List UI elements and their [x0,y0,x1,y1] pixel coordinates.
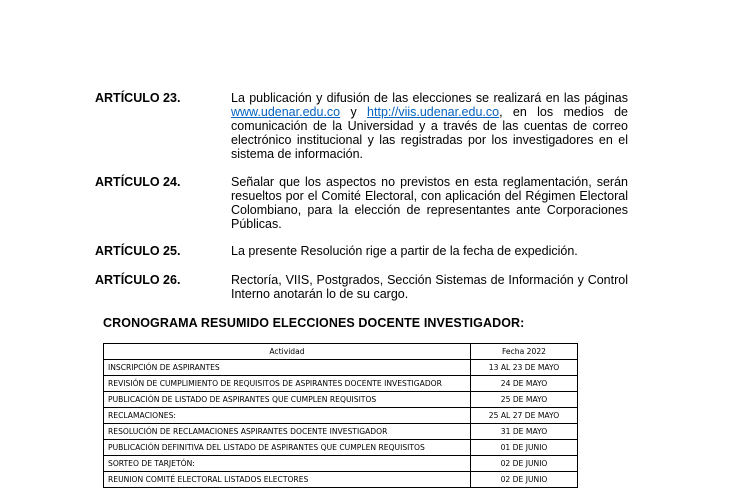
date-cell: 25 DE MAYO [471,392,578,408]
date-header: Fecha 2022 [471,344,578,360]
date-cell: 31 DE MAYO [471,424,578,440]
article-text: Rectoría, VIIS, Postgrados, Sección Sistemas de Información y Control Interno anotarán lo de su cargo. [231,273,628,301]
article-text-part: y [340,105,368,119]
table-row [104,472,578,488]
article-label: ARTÍCULO 23. [95,91,181,105]
table-row [104,392,578,408]
udenar-link[interactable]: www.udenar.edu.co [231,105,341,119]
activity-cell: PUBLICACIÓN DEFINITIVA DEL LISTADO DE ASPIRANTES QUE CUMPLEN REQUISITOS [104,440,471,456]
schedule-table [103,343,578,488]
article-text [231,91,628,161]
article-label: ARTÍCULO 25. [95,244,181,258]
viis-link[interactable]: http://viis.udenar.edu.co [367,105,500,119]
activity-cell: RESOLUCIÓN DE RECLAMACIONES ASPIRANTES DOCENTE INVESTIGADOR [104,424,471,440]
date-cell: 13 AL 23 DE MAYO [471,360,578,376]
table-row [104,440,578,456]
table-row [104,456,578,472]
table-header-row [104,344,578,360]
article-text-part: La publicación y difusión de las elecciones se realizará en las páginas [231,91,628,105]
table-row [104,360,578,376]
date-cell: 02 DE JUNIO [471,456,578,472]
activity-cell: REVISIÓN DE CUMPLIMIENTO DE REQUISITOS DE ASPIRANTES DOCENTE INVESTIGADOR [104,376,471,392]
date-cell: 25 AL 27 DE MAYO [471,408,578,424]
article-text-part: , en los medios de comunicación de la Universidad y a través de las cuentas de correo electrónico institucional y las registradas por los investigadores en el sistema de información. [231,105,628,161]
activity-cell: PUBLICACIÓN DE LISTADO DE ASPIRANTES QUE CUMPLEN REQUISITOS [104,392,471,408]
article-text: Señalar que los aspectos no previstos en esta reglamentación, serán resueltos por el Comité Electoral, con aplicación del Régimen Electoral Colombiano, para la elección de representantes ante Corporaciones Públicas. [231,175,628,231]
activity-cell: RECLAMACIONES: [104,408,471,424]
article-text: La presente Resolución rige a partir de la fecha de expedición. [231,244,578,258]
schedule-title: CRONOGRAMA RESUMIDO ELECCIONES DOCENTE INVESTIGADOR: [103,316,525,330]
activity-header: Actividad [104,344,471,360]
activity-cell: SORTEO DE TARJETÓN: [104,456,471,472]
table-row [104,376,578,392]
article-label: ARTÍCULO 24. [95,175,181,189]
table-row [104,424,578,440]
date-cell: 01 DE JUNIO [471,440,578,456]
activity-cell: INSCRIPCIÓN DE ASPIRANTES [104,360,471,376]
table-row [104,408,578,424]
article-label: ARTÍCULO 26. [95,273,181,287]
activity-cell: REUNION COMITÉ ELECTORAL LISTADOS ELECTORES [104,472,471,488]
date-cell: 24 DE MAYO [471,376,578,392]
date-cell: 02 DE JUNIO [471,472,578,488]
